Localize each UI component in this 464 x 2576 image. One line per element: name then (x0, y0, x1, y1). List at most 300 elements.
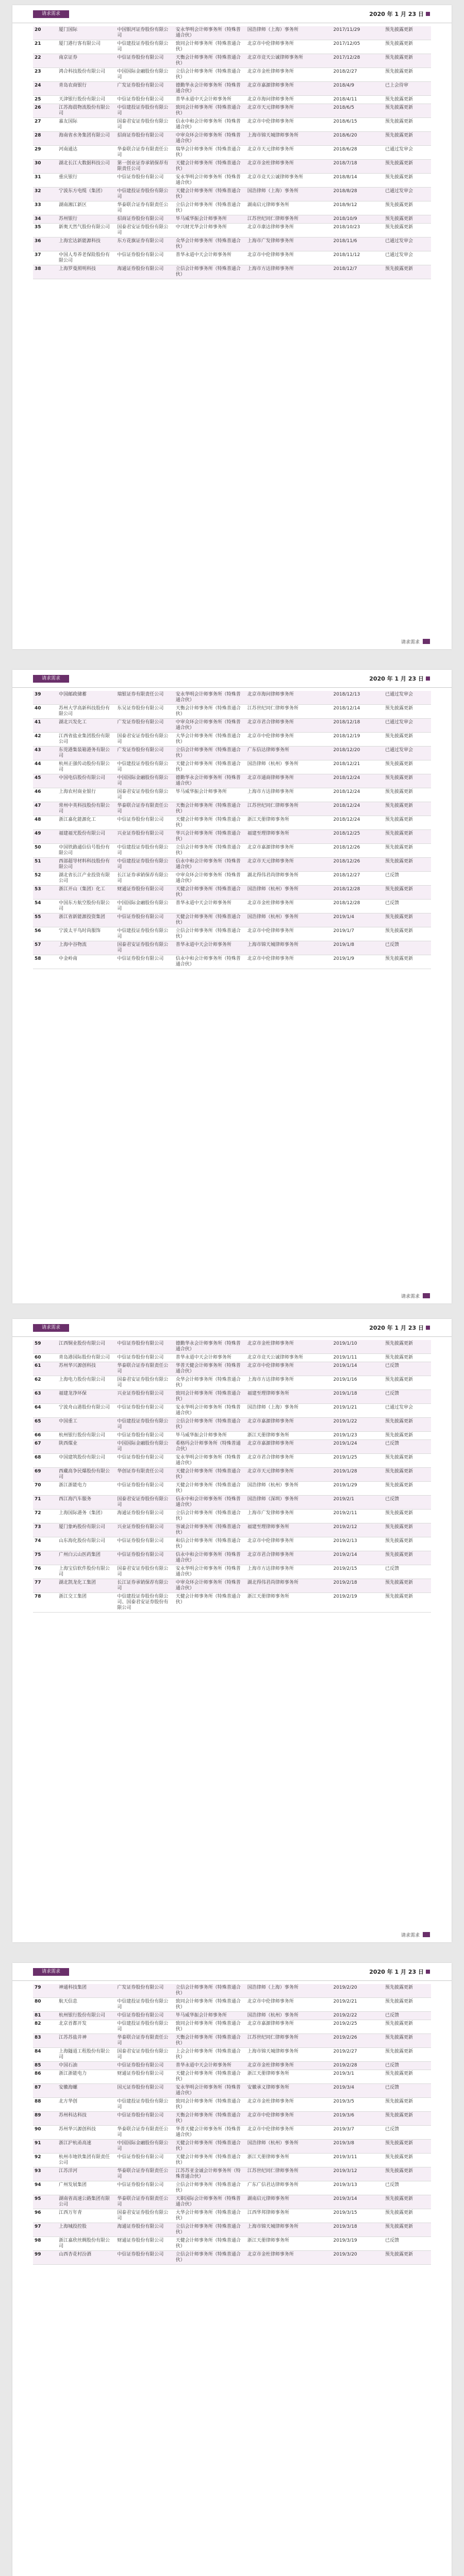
table-cell: 84 (33, 2048, 57, 2062)
table-cell: 国浩律师（杭州）事务所 (246, 2012, 332, 2020)
table-cell: 天健会计师事务所（特殊普通合伙） (174, 2070, 246, 2084)
table-cell: 北京市中伦律师事务所 (246, 1998, 332, 2012)
table-cell: 致同会计师事务所（特殊普通合伙） (174, 104, 246, 118)
table-row (33, 1593, 431, 1613)
table-row (33, 705, 431, 719)
table-cell: 兴业证券股份有限公司 (115, 830, 174, 844)
table-cell: 中国铁路通信信号股份有限公司 (57, 844, 115, 858)
table-cell: 预先披露更新 (384, 1593, 431, 1613)
table-row (33, 104, 431, 118)
table-cell: 96 (33, 2209, 57, 2223)
table-row (33, 872, 431, 886)
table-cell: 已通过发审会 (384, 747, 431, 760)
table-cell: 预先披露更新 (384, 2098, 431, 2112)
table-cell: 2018/12/27 (332, 872, 384, 886)
table-cell: 财通证券股份有限公司 (115, 886, 174, 900)
table-cell: 2019/2/27 (332, 2048, 384, 2062)
table-cell: 浙江天册律师事务所 (246, 2154, 332, 2167)
table-cell: 50 (33, 844, 57, 858)
table-cell: 天健会计师事务所（特殊普通合伙） (174, 2237, 246, 2251)
table-cell: 江苏洋河 (57, 2167, 115, 2181)
table-cell: 天健会计师事务所（特殊普通合伙） (174, 886, 246, 900)
table-cell: 安永华明会计师事务所（特殊普通合伙） (174, 691, 246, 705)
table-cell: 预先披露更新 (384, 201, 431, 215)
table-cell: 国浩律师（杭州）事务所 (246, 2140, 332, 2154)
table-cell: 预先披露更新 (384, 830, 431, 844)
table-cell: 湖南启元律师事务所 (246, 201, 332, 215)
table-cell: 苏州银行 (57, 215, 115, 224)
table-cell: 2019/2/14 (332, 1551, 384, 1565)
table-row (33, 830, 431, 844)
table-cell: 安徽承义律师事务所 (246, 2084, 332, 2098)
table-cell: 预先披露更新 (384, 2251, 431, 2265)
table-cell: 北京市海问律师事务所 (246, 96, 332, 104)
table-cell: 财通证券股份有限公司 (115, 2237, 174, 2251)
table-cell: 36 (33, 238, 57, 251)
table-cell: 预先披露更新 (384, 1998, 431, 2012)
table-cell: 中国国际金融股份有限公司 (115, 1440, 174, 1454)
table-cell: 北京市嘉源律师事务所 (246, 82, 332, 96)
table-cell: 厦门象屿股份有限公司 (57, 1523, 115, 1537)
table-cell: 北京市金杜律师事务所 (246, 2098, 332, 2112)
table-cell: 众华会计师事务所（特殊普通合伙） (174, 238, 246, 251)
table-cell: 湖北得伟君尚律师事务所 (246, 1579, 332, 1593)
table-cell: 43 (33, 747, 57, 760)
table-cell: 中信证券股份有限公司 (115, 955, 174, 969)
table-cell: 2018/8/28 (332, 188, 384, 201)
table-cell: 国泰君安证券股份有限公司 (115, 2048, 174, 2062)
table-cell: 预先披露更新 (384, 2048, 431, 2062)
table-cell: 上海市广发律师事务所 (246, 238, 332, 251)
table-cell: 2018/12/26 (332, 858, 384, 872)
table-row (33, 844, 431, 858)
table-cell: 国元证券股份有限公司 (115, 2084, 174, 2098)
table-cell: 国泰君安证券股份有限公司 (115, 733, 174, 747)
table-cell: 2018/12/25 (332, 830, 384, 844)
table-cell: 浙江开山（集团）化工 (57, 886, 115, 900)
table-cell: 已通过发审会 (384, 691, 431, 705)
table-cell: 江苏苏亚金诚会计师事务所（特殊普通合伙） (174, 2167, 246, 2181)
report-page (12, 1319, 452, 1942)
table-cell: 2018/4/11 (332, 96, 384, 104)
table-cell: 湖北省长江产业投资有限公司 (57, 872, 115, 886)
table-cell: 2019/2/20 (332, 1984, 384, 1998)
table-row (33, 1440, 431, 1454)
table-cell: 江西万年青 (57, 2209, 115, 2223)
table-cell: 国泰君安证券股份有限公司 (115, 2209, 174, 2223)
table-row (33, 1404, 431, 1418)
table-row (33, 2195, 431, 2209)
table-row (33, 26, 431, 40)
header-date (369, 1968, 430, 1976)
table-cell: 江苏苏盐井神 (57, 2034, 115, 2048)
report-page (12, 5, 452, 649)
table-cell: 已反馈 (384, 1390, 431, 1404)
table-cell: 天健会计师事务所（特殊普通合伙） (174, 2154, 246, 2167)
table-cell: 立信会计师事务所（特殊普通合伙） (174, 2181, 246, 2195)
table-cell: 预先披露更新 (384, 774, 431, 788)
table-cell: 2019/3/15 (332, 2209, 384, 2223)
table-cell: 中国国际金融股份有限公司 (115, 900, 174, 913)
table-cell: 北方华创 (57, 2098, 115, 2112)
table-row (33, 2084, 431, 2098)
table-cell: 33 (33, 201, 57, 215)
table-cell: 天健会计师事务所（特殊普通合伙） (174, 816, 246, 830)
table-row (33, 118, 431, 132)
table-cell: 立信会计师事务所（特殊普通合伙） (174, 1510, 246, 1523)
table-cell: 44 (33, 760, 57, 774)
table-cell: 预先披露更新 (384, 1418, 431, 1432)
table-row (33, 1496, 431, 1510)
table-cell: 浙江嘉化能源化工 (57, 816, 115, 830)
table-cell: 第一创业证券承销保荐有限责任公司 (115, 160, 174, 174)
table-cell: 2018/12/13 (332, 691, 384, 705)
table-cell: 致同会计师事务所（特殊普通合伙） (174, 2098, 246, 2112)
table-cell: 74 (33, 1537, 57, 1551)
table-cell: 51 (33, 858, 57, 872)
table-cell: 预先披露更新 (384, 1468, 431, 1482)
table-cell: 天健会计师事务所（特殊普通合伙） (174, 188, 246, 201)
table-cell: 天健会计师事务所（特殊普通合伙） (174, 1482, 246, 1496)
table-cell: 杭州银行股份有限公司 (57, 2012, 115, 2020)
table-cell: 国泰君安证券股份有限公司 (115, 941, 174, 955)
table-cell: 中信证券股份有限公司 (115, 1482, 174, 1496)
page-header (12, 1319, 452, 1337)
table-cell: 2018/6/15 (332, 118, 384, 132)
table-cell: 安永华明会计师事务所（特殊普通合伙） (174, 1565, 246, 1579)
table-cell: 已上会待审 (384, 82, 431, 96)
table-cell: 中信证券股份有限公司 (115, 2012, 174, 2020)
table-cell: 普华永道中天会计师事务所 (174, 900, 246, 913)
table-cell: 已通过发审会 (384, 251, 431, 265)
table-cell: 52 (33, 872, 57, 886)
table-cell: 预先披露更新 (384, 2209, 431, 2223)
table-cell: 中国东方航空股份有限公司 (57, 900, 115, 913)
table-cell: 北京市中伦律师事务所 (246, 733, 332, 747)
table-cell: 浙江浙能电力 (57, 2070, 115, 2084)
table-cell: 江西铜业股份有限公司 (57, 1340, 115, 1354)
table-cell: 2019/1/21 (332, 1404, 384, 1418)
table-cell: 39 (33, 691, 57, 705)
table-cell: 华泰联合证券有限责任公司 (115, 2034, 174, 2048)
table-cell: 2018/12/24 (332, 802, 384, 816)
table-cell: 长江证券承销保荐有限公司 (115, 1579, 174, 1593)
table-cell: 预先披露更新 (384, 265, 431, 279)
table-cell: 28 (33, 132, 57, 146)
table-cell: 已反馈 (384, 2012, 431, 2020)
table-cell: 毕马威华振会计师事务所 (174, 215, 246, 224)
table-cell: 41 (33, 719, 57, 733)
table-cell: 57 (33, 941, 57, 955)
table-cell: 47 (33, 802, 57, 816)
table-cell: 2017/12/28 (332, 54, 384, 68)
table-row (33, 146, 431, 160)
table-cell: 77 (33, 1579, 57, 1593)
table-cell: 预先披露更新 (384, 844, 431, 858)
table-cell: 中信建投证券股份有限公司、国泰君安证券股份有限公司 (115, 1593, 174, 1613)
table-cell: 宁波舟山港股份有限公司 (57, 1404, 115, 1418)
table-cell: 30 (33, 160, 57, 174)
table-cell: 容诚会计师事务所（特殊普通合伙） (174, 1523, 246, 1537)
table-cell: 97 (33, 2223, 57, 2237)
table-cell: 已反馈 (384, 900, 431, 913)
table-row (33, 802, 431, 816)
report-page (12, 670, 452, 1303)
table-cell: 中信证券股份有限公司 (115, 174, 174, 188)
table-cell: 立信会计师事务所（特殊普通合伙） (174, 68, 246, 82)
table-cell: 浙江天册律师事务所 (246, 2237, 332, 2251)
table-cell: 杭州市地铁集团有限责任公司 (57, 2154, 115, 2167)
table-cell: 浙江天册律师事务所 (246, 2070, 332, 2084)
table-row (33, 1454, 431, 1468)
table-cell: 中信证券股份有限公司 (115, 54, 174, 68)
square-marker-icon (426, 676, 430, 681)
table-cell: 信永中和会计师事务所（特殊普通合伙） (174, 1496, 246, 1510)
table-cell: 预先披露更新 (384, 1537, 431, 1551)
header-tag: 请求需求 (33, 1324, 69, 1332)
table-cell: 浙江天册律师事务所 (246, 816, 332, 830)
table-cell: 江苏世纪同仁律师事务所 (246, 215, 332, 224)
table-row (33, 747, 431, 760)
table-cell: 已通过发审会 (384, 719, 431, 733)
table-cell: 88 (33, 2098, 57, 2112)
table-row (33, 691, 431, 705)
table-cell: 安徽海螺 (57, 2084, 115, 2098)
table-cell: 2019/1/7 (332, 927, 384, 941)
table-cell: 中兴财光华会计师事务所 (174, 224, 246, 238)
table-cell: 预先披露更新 (384, 733, 431, 747)
table-cell: 69 (33, 1468, 57, 1482)
table-cell: 预先披露更新 (384, 2020, 431, 2034)
table-cell: 厦门国际 (57, 26, 115, 40)
table-cell: 预先披露更新 (384, 118, 431, 132)
table-cell: 2019/1/16 (332, 1376, 384, 1390)
table-cell: 预先披露更新 (384, 2154, 431, 2167)
table-cell: 2018/12/19 (332, 733, 384, 747)
table-cell: 国泰君安证券股份有限公司 (115, 1376, 174, 1390)
table-cell: 中信证券股份有限公司 (115, 1354, 174, 1362)
table-cell: 湖北得伟君尚律师事务所 (246, 872, 332, 886)
table-cell: 海通证券股份有限公司 (115, 1510, 174, 1523)
table-cell: 预先披露更新 (384, 2195, 431, 2209)
table-cell: 已反馈 (384, 2237, 431, 2251)
table-cell: 嘉友国际 (57, 118, 115, 132)
table-cell: 天衡会计师事务所（特殊普通合伙） (174, 54, 246, 68)
table-cell: 毕马威华振会计师事务所 (174, 788, 246, 802)
table-cell: 2018/10/23 (332, 224, 384, 238)
table-cell: 中国建筑股份有限公司 (57, 1454, 115, 1468)
table-row (33, 2209, 431, 2223)
table-cell: 预先披露更新 (384, 2167, 431, 2181)
table-cell: 南京证券 (57, 54, 115, 68)
table-cell: 2018/10/9 (332, 215, 384, 224)
table-cell: 预先披露更新 (384, 1482, 431, 1496)
table-cell: 中信证券股份有限公司 (115, 1454, 174, 1468)
table-cell: 2018/2/27 (332, 68, 384, 82)
table-cell: 68 (33, 1454, 57, 1468)
table-cell: 中信建投证券股份有限公司 (115, 188, 174, 201)
table-cell: 中信证券股份有限公司 (115, 816, 174, 830)
date-text: 2020 年 1 月 23 日 (369, 1325, 424, 1331)
table-cell: 已通过发审会 (384, 238, 431, 251)
table-cell: 2018/12/28 (332, 900, 384, 913)
table-cell: 23 (33, 68, 57, 82)
table-cell: 已通过发审会 (384, 188, 431, 201)
table-cell: 中国重工 (57, 1418, 115, 1432)
table-cell: 江苏世纪同仁律师事务所 (246, 802, 332, 816)
table-cell: 35 (33, 224, 57, 238)
table-cell: 上海市广发律师事务所 (246, 1510, 332, 1523)
table-cell: 北京市中伦律师事务所 (246, 1362, 332, 1376)
table-cell: 湖南省高速公路集团有限公司 (57, 2195, 115, 2209)
table-cell: 普华永道中天会计师事务所 (174, 251, 246, 265)
table-row (33, 2020, 431, 2034)
square-marker-icon (426, 12, 430, 16)
table-cell: 26 (33, 104, 57, 118)
table-row (33, 2251, 431, 2265)
table-row (33, 719, 431, 733)
table-cell: 北京市天元律师事务所 (246, 858, 332, 872)
square-marker-icon (426, 1970, 430, 1974)
header-tag: 请求需求 (33, 10, 69, 18)
table-cell: 2019/3/18 (332, 2223, 384, 2237)
table-cell: 预先披露更新 (384, 68, 431, 82)
table-cell: 2019/1/23 (332, 1432, 384, 1440)
table-cell: 2018/12/18 (332, 719, 384, 733)
table-cell: 北京市中伦律师事务所 (246, 955, 332, 969)
table-cell: 54 (33, 900, 57, 913)
table-cell: 福建福光股份有限公司 (57, 830, 115, 844)
table-cell: 北京市中伦律师事务所 (246, 2112, 332, 2126)
ipo-table (33, 691, 431, 969)
table-row (33, 1537, 431, 1551)
table-row (33, 955, 431, 969)
table-cell: 2019/2/11 (332, 1510, 384, 1523)
table-cell: 湖北凯龙化工集团 (57, 1579, 115, 1593)
table-cell: 北京市竞天公诚律师事务所 (246, 1354, 332, 1362)
table-cell: 上海国际港务（集团） (57, 1510, 115, 1523)
table-cell: 常州中英科技股份有限公司 (57, 802, 115, 816)
table-cell: 2018/12/24 (332, 816, 384, 830)
table-cell: 兴业证券股份有限公司 (115, 1523, 174, 1537)
table-cell: 中国人寿养老保险股份有限公司 (57, 251, 115, 265)
table-cell: 立信会计师事务所（特殊普通合伙） (174, 844, 246, 858)
table-row (33, 941, 431, 955)
table-cell: 天职国际会计师事务所（特殊普通合伙） (174, 2195, 246, 2209)
table-cell: 山西杏花村汾酒 (57, 2251, 115, 2265)
table-cell: 预先披露更新 (384, 160, 431, 174)
table-cell: 55 (33, 913, 57, 927)
table-cell: 普华永道中天会计师事务所 (174, 2062, 246, 2070)
table-cell: 已反馈 (384, 1440, 431, 1454)
table-cell: 上海罗曼照明科技 (57, 265, 115, 279)
table-cell: 招商证券股份有限公司 (115, 132, 174, 146)
table-cell: 天健会计师事务所（特殊普通合伙） (174, 160, 246, 174)
table-row (33, 132, 431, 146)
table-row (33, 68, 431, 82)
table-cell: 2019/2/22 (332, 2012, 384, 2020)
table-cell: 上海电力股份有限公司 (57, 1376, 115, 1390)
table-cell: 2019/1/22 (332, 1418, 384, 1432)
table-row (33, 2223, 431, 2237)
table-cell: 2019/2/1 (332, 1496, 384, 1510)
table-cell: 大华会计师事务所（特殊普通合伙） (174, 2209, 246, 2223)
table-cell: 46 (33, 788, 57, 802)
table-cell: 中信证券股份有限公司 (115, 2181, 174, 2195)
table-cell: 89 (33, 2112, 57, 2126)
date-text: 2020 年 1 月 23 日 (369, 1969, 424, 1975)
table-cell: 已反馈 (384, 1362, 431, 1376)
table-cell: 华普天健会计师事务所（特殊普通合伙） (174, 2126, 246, 2140)
table-row (33, 2048, 431, 2062)
table-cell: 22 (33, 54, 57, 68)
table-cell: 中信建投证券股份有限公司 (115, 760, 174, 774)
table-cell: 德勤华永会计师事务所（特殊普通合伙） (174, 1340, 246, 1354)
table-row (33, 858, 431, 872)
table-cell: 31 (33, 174, 57, 188)
table-row (33, 1984, 431, 1998)
table-cell: 北京市中伦律师事务所 (246, 1537, 332, 1551)
table-row (33, 1418, 431, 1432)
table-row (33, 201, 431, 215)
table-cell: 85 (33, 2062, 57, 2070)
table-cell: 预先披露更新 (384, 858, 431, 872)
table-cell: 预先披露更新 (384, 2223, 431, 2237)
table-row (33, 2126, 431, 2140)
table-cell: 2019/2/21 (332, 1998, 384, 2012)
table-cell: 中信证券股份有限公司 (115, 913, 174, 927)
table-cell: 76 (33, 1565, 57, 1579)
table-cell: 苏州大学高新科技股份有限公司 (57, 705, 115, 719)
table-cell: 国浩律师（深圳）事务所 (246, 1496, 332, 1510)
table-cell: 预先披露更新 (384, 1984, 431, 1998)
table-cell: 天衡会计师事务所（特殊普通合伙） (174, 802, 246, 816)
table-cell: 2018/9/12 (332, 201, 384, 215)
footer-tag: 请求需求 (401, 1933, 420, 1938)
table-cell: 鸿合科技股份有限公司 (57, 68, 115, 82)
table-cell: 2018/6/20 (332, 132, 384, 146)
table-row (33, 96, 431, 104)
header-date (369, 674, 430, 683)
table-cell: 2018/4/9 (332, 82, 384, 96)
table-cell: 预先披露更新 (384, 927, 431, 941)
table-cell: 西部超导材料科技股份有限公司 (57, 858, 115, 872)
table-cell: 国泰君安证券股份有限公司 (115, 1565, 174, 1579)
table-cell: 西藏高争民爆股份有限公司 (57, 1468, 115, 1482)
table-cell: 49 (33, 830, 57, 844)
table-cell: 67 (33, 1440, 57, 1454)
table-cell: 91 (33, 2140, 57, 2154)
table-cell: 98 (33, 2237, 57, 2251)
table-cell: 25 (33, 96, 57, 104)
table-cell: 大华会计师事务所（特殊普通合伙） (174, 733, 246, 747)
table-cell: 中国国际金融股份有限公司 (115, 2140, 174, 2154)
table-cell: 已反馈 (384, 2084, 431, 2098)
table-cell: 90 (33, 2126, 57, 2140)
table-cell: 浙江省新能源投资集团 (57, 913, 115, 927)
table-cell: 2019/3/5 (332, 2098, 384, 2112)
table-row (33, 160, 431, 174)
table-cell: 2019/1/28 (332, 1468, 384, 1482)
table-cell: 北京市中伦律师事务所 (246, 40, 332, 54)
table-row (33, 82, 431, 96)
table-cell: 新奥天然气股份有限公司 (57, 224, 115, 238)
table-row (33, 2112, 431, 2126)
table-cell: 27 (33, 118, 57, 132)
table-cell: 已反馈 (384, 2062, 431, 2070)
table-cell: 毕马威华振会计师事务所 (174, 2012, 246, 2020)
table-cell: 招商证券股份有限公司 (115, 215, 174, 224)
